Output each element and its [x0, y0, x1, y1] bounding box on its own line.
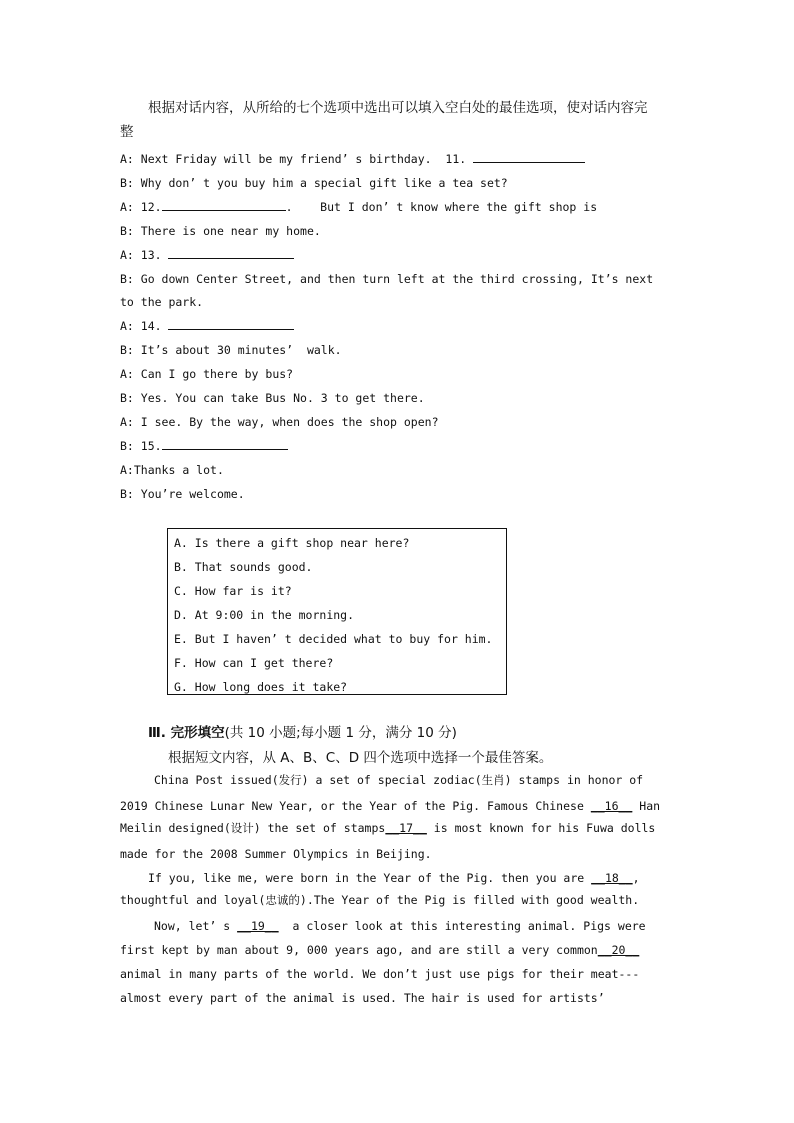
option-g: G. How long does it take?	[174, 680, 348, 694]
section-heading	[148, 721, 457, 741]
dialogue-line-5: A: 13.	[120, 246, 294, 264]
answer-blank-13[interactable]	[168, 246, 294, 259]
dialogue-line-6: B: Go down Center Street, and then turn left at the third crossing, It’s next	[120, 272, 654, 286]
passage-line: China Post issued(发行) a set of special zodiac(生肖) stamps in honor of	[154, 773, 644, 787]
answer-blank-15[interactable]	[162, 437, 288, 450]
instruction-text	[120, 96, 680, 144]
cloze-blank-19[interactable]: __19__	[237, 919, 279, 933]
option-f: F. How can I get there?	[174, 656, 334, 670]
dialogue-line-3: A: 12. . But I don’ t know where the gift shop is	[120, 200, 598, 214]
dialogue-line-9: B: It’s about 30 minutes’ walk.	[120, 343, 342, 357]
passage-line: thoughtful and loyal(忠诚的).The Year of the Pig is filled with good wealth.	[120, 893, 640, 907]
dialogue-line-11: B: Yes. You can take Bus No. 3 to get there.	[120, 391, 425, 405]
cloze-blank-16[interactable]: __16__	[590, 799, 633, 813]
answer-blank-14[interactable]	[168, 317, 294, 330]
section-title: Ⅲ. 完形填空	[148, 725, 225, 741]
option-b: B. That sounds good.	[174, 560, 313, 574]
passage-line: animal in many parts of the world. We don’t just use pigs for their meat---	[120, 967, 640, 981]
dialogue-line-4: B: There is one near my home.	[120, 224, 321, 238]
section-note: (共 10 小题;每小题 1 分，满分 10 分)	[224, 725, 457, 741]
dialogue-line-8: A: 14.	[120, 317, 294, 335]
passage-line: If you, like me, were born in the Year of the Pig. then you are __18__,	[148, 871, 640, 885]
instruction-line-1: 根据对话内容，从所给的七个选项中选出可以填入空白处的最佳选项，使对话内容完	[148, 100, 648, 116]
dialogue-line-2: B: Why don’ t you buy him a special gift like a tea set?	[120, 176, 508, 190]
answer-blank-11[interactable]	[473, 150, 585, 163]
cloze-blank-20[interactable]: __20__	[597, 943, 640, 957]
answer-blank-12[interactable]	[162, 198, 286, 211]
dialogue-line-12: A: I see. By the way, when does the shop open?	[120, 415, 439, 429]
dialogue-line-10: A: Can I go there by bus?	[120, 367, 294, 381]
options-box	[167, 528, 507, 695]
dialogue-line-1: A: Next Friday will be my friend’ s birthday. 11.	[120, 150, 585, 168]
instruction-line-2: 整	[120, 124, 134, 140]
passage-line: made for the 2008 Summer Olympics in Beijing.	[120, 847, 432, 861]
cloze-blank-17[interactable]: __17__	[385, 821, 427, 835]
option-d: D. At 9:00 in the morning.	[174, 608, 355, 622]
dialogue-line-15: B: You’re welcome.	[120, 487, 245, 501]
passage-line: 2019 Chinese Lunar New Year, or the Year of the Pig. Famous Chinese __16__ Han	[120, 799, 661, 813]
passage-line: Meilin designed(设计) the set of stamps__17__ is most known for his Fuwa dolls	[120, 821, 656, 835]
option-a: A. Is there a gift shop near here?	[174, 536, 410, 550]
passage-line: Now, let’ s __19__ a closer look at this interesting animal. Pigs were	[154, 919, 646, 933]
option-e: E. But I haven’ t decided what to buy for him.	[174, 632, 493, 646]
dialogue-line-14: A:Thanks a lot.	[120, 463, 224, 477]
option-c: C. How far is it?	[174, 584, 292, 598]
passage-line: almost every part of the animal is used. The hair is used for artists’	[120, 991, 605, 1005]
dialogue-line-13: B: 15.	[120, 437, 288, 455]
dialogue-line-7: to the park.	[120, 295, 204, 309]
cloze-blank-18[interactable]: __18__	[591, 871, 633, 885]
passage-line: first kept by man about 9, 000 years ago, and are still a very common__20__	[120, 943, 640, 957]
section-instruction: 根据短文内容，从 A、B、C、D 四个选项中选择一个最佳答案。	[168, 750, 553, 766]
